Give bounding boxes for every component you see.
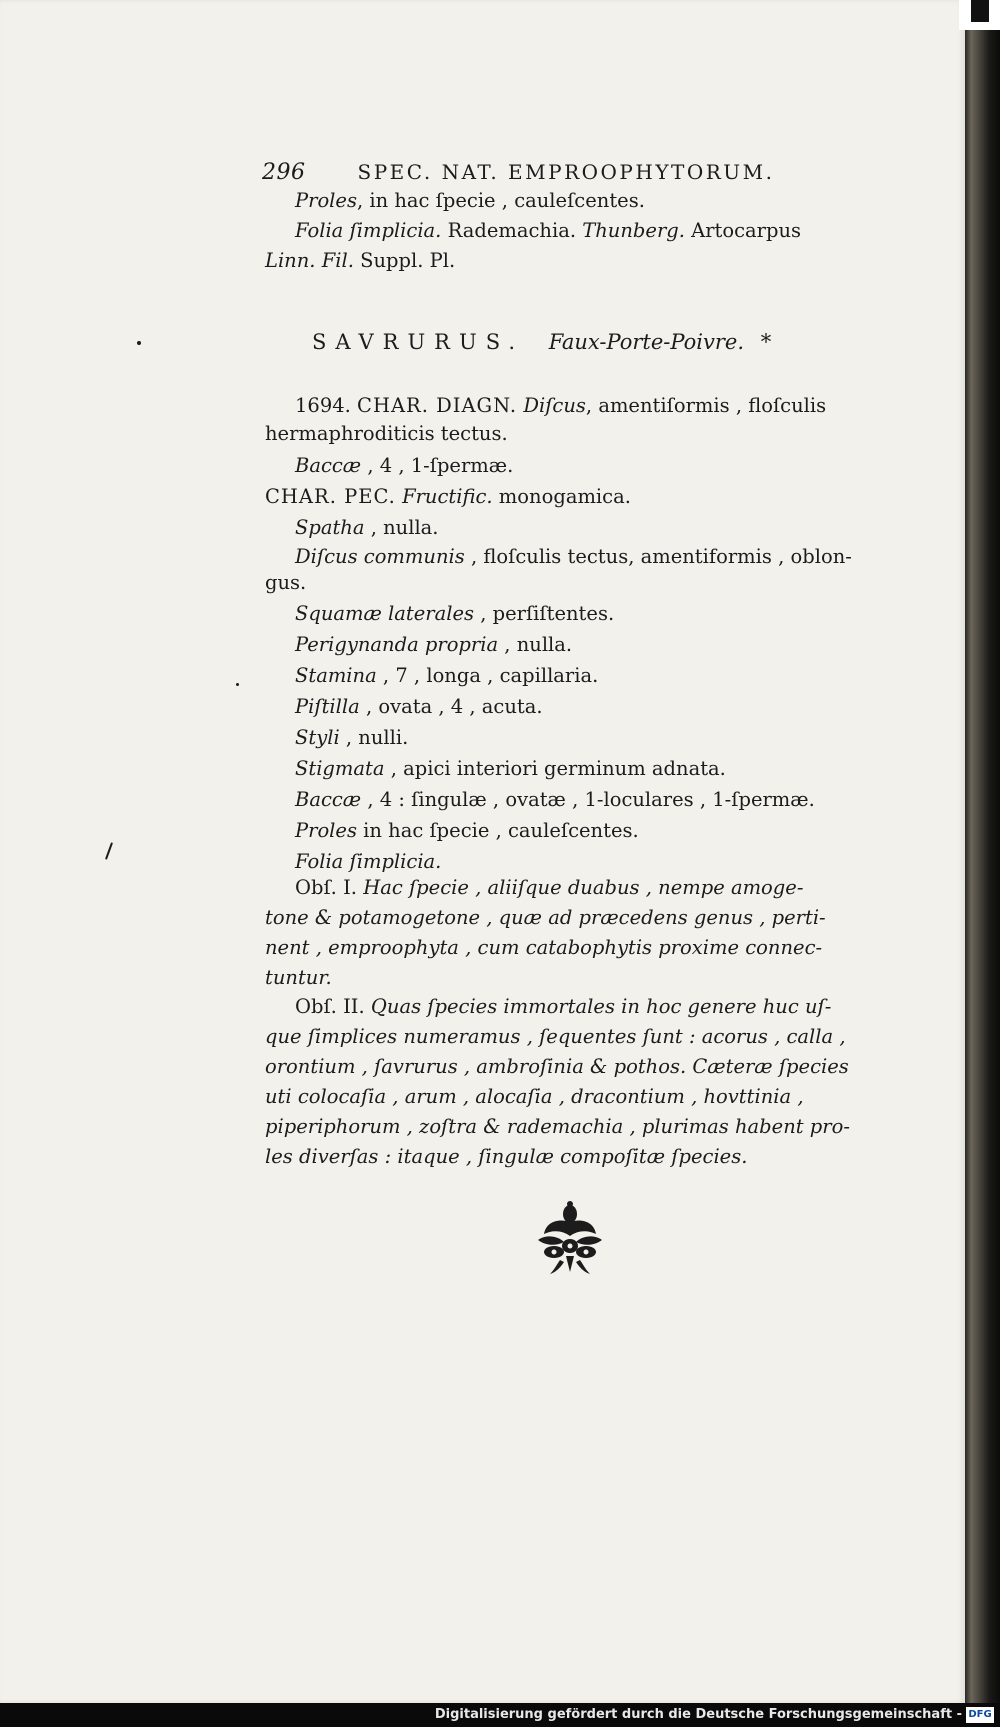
- running-head-title: SPEC. NAT. EMPROOPHYTORUM.: [357, 160, 775, 184]
- char-pec-line: CHAR. PEC. Fructific. monogamica.: [265, 485, 631, 508]
- char-pec-label: CHAR. PEC.: [265, 485, 396, 508]
- list-item: Squamæ laterales , perſiſtentes.: [295, 602, 615, 625]
- obs1-line: Obſ. I. Hac ſpecie , aliiſque duabus , nempe amoge-: [295, 876, 804, 899]
- section-number: 1694.: [295, 394, 351, 417]
- char-diagn-label: CHAR. DIAGN.: [357, 394, 518, 417]
- intro-line-3: Linn. Fil. Suppl. Pl.: [265, 249, 456, 272]
- obs1-line: tone & potamogetone , quæ ad præcedens genus , perti-: [265, 906, 826, 929]
- char-diagn-baccae: Baccæ , 4 , 1-ſpermæ.: [295, 454, 514, 477]
- print-speck: [105, 842, 113, 860]
- print-speck: [236, 683, 239, 686]
- list-item: Piſtilla , ovata , 4 , acuta.: [295, 695, 543, 718]
- genus-name: SAVRURUS.: [312, 330, 525, 354]
- obs1-label: Obſ. I.: [295, 876, 357, 899]
- list-item: Spatha , nulla.: [295, 516, 439, 539]
- obs2-line: orontium , ſavrurus , ambroſinia & pothos. Cæteræ ſpecies: [265, 1055, 849, 1078]
- obs2-line: piperiphorum , zoſtra & rademachia , plurimas habent pro-: [265, 1115, 850, 1138]
- intro-line-1: Proles, in hac ſpecie , cauleſcentes.: [295, 189, 645, 212]
- list-item: Baccæ , 4 : ſingulæ , ovatæ , 1-loculares , 1-ſpermæ.: [295, 788, 815, 811]
- obs1-line: tuntur.: [265, 966, 332, 989]
- obs2-line: que ſimplices numeramus , ſequentes ſunt : acorus , calla ,: [265, 1025, 846, 1048]
- char-diagn-line-2: hermaphroditicis tectus.: [265, 422, 508, 445]
- obs2-line: uti colocaſia , arum , alocaſia , dracontium , hovttinia ,: [265, 1085, 804, 1108]
- dfg-logo: DFG: [966, 1707, 994, 1723]
- scan-corner-marker: [959, 0, 1000, 30]
- list-item: Styli , nulli.: [295, 726, 409, 749]
- genus-mark: *: [760, 330, 772, 354]
- list-item: gus.: [265, 571, 307, 594]
- print-speck: [137, 341, 141, 345]
- obs2-label: Obſ. II.: [295, 995, 365, 1018]
- page-number: 296: [262, 160, 306, 185]
- obs2-line: Obſ. II. Quas ſpecies immortales in hoc genere huc uſ-: [295, 995, 832, 1018]
- list-item: Folia ſimplicia.: [295, 850, 442, 873]
- footer-credit: Digitalisierung gefördert durch die Deutsche Forschungsgemeinschaft -: [434, 1707, 962, 1722]
- obs1-line: nent , emproophyta , cum catabophytis proxime connec-: [265, 936, 823, 959]
- page-edge-shadow: [965, 0, 1000, 1727]
- genus-heading: [312, 330, 771, 354]
- list-item: Stigmata , apici interiori germinum adnata.: [295, 757, 726, 780]
- list-item: Perigynanda propria , nulla.: [295, 633, 573, 656]
- obs2-line: les diverſas : itaque , ſingulæ compoſitæ ſpecies.: [265, 1145, 748, 1168]
- running-head: [262, 160, 775, 185]
- genus-french-name: Faux-Porte-Poivre.: [548, 330, 745, 354]
- floral-ornament-icon: [530, 1200, 610, 1280]
- char-diagn-line: 1694. CHAR. DIAGN. Diſcus, amentiſormis , floſculis: [295, 394, 827, 417]
- list-item: Stamina , 7 , longa , capillaria.: [295, 664, 599, 687]
- footer-bar: [0, 1703, 1000, 1727]
- list-item: Diſcus communis , floſculis tectus, amentiformis , oblon-: [295, 545, 852, 568]
- intro-line-2: Folia ſimplicia. Rademachia. Thunberg. Artocarpus: [295, 219, 802, 242]
- list-item: Proles in hac ſpecie , cauleſcentes.: [295, 819, 639, 842]
